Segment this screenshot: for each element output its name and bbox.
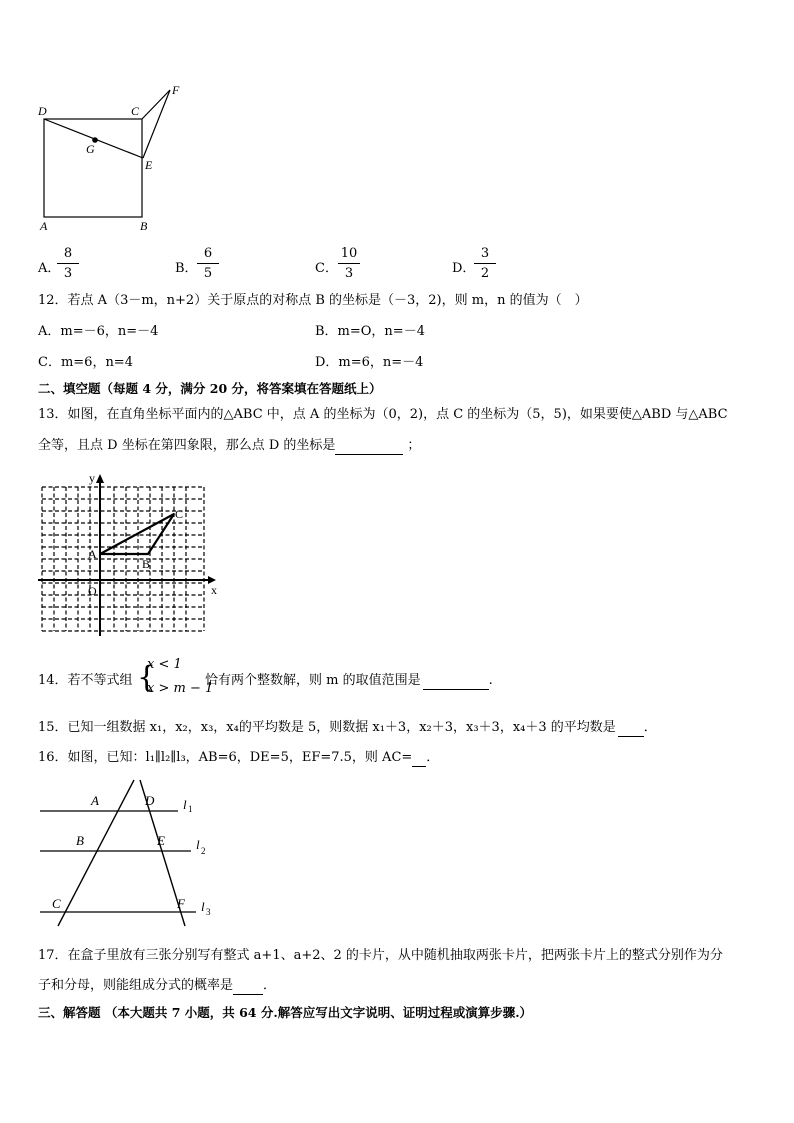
q15-line [38, 720, 657, 737]
q11-option-d-label: D． [452, 261, 476, 276]
q16-line [38, 750, 439, 767]
q15-answer-blank [618, 720, 644, 737]
section3-title: 三、解答题 （本大题共 7 小题，共 64 分.解答应写出文字说明、证明过程或演算步骤.） [38, 1005, 533, 1020]
q17-answer-blank [233, 978, 263, 995]
q16-label-F: F [177, 896, 185, 911]
square-figure [30, 80, 200, 240]
q16-label-E: E [157, 833, 165, 848]
q11-a-numerator: 8 [57, 246, 79, 264]
q15-text: 15．已知一组数据 x₁，x₂，x₃，x₄的平均数是 5，则数据 x₁＋3，x₂＋3，x₃＋3，x₄＋3 的平均数是 [38, 720, 616, 735]
q16-answer-blank [412, 750, 426, 767]
q16-label-l2: l [196, 837, 200, 852]
q16-label-l1-sub: 1 [188, 804, 193, 814]
label-A: A [40, 219, 48, 233]
grid-label-x: x [211, 583, 217, 597]
q11-a-denominator: 3 [63, 266, 73, 281]
q11-b-numerator: 6 [197, 246, 219, 264]
coordinate-grid-figure [34, 472, 224, 640]
q16-end: ． [426, 750, 440, 765]
q16-label-A: A [91, 793, 99, 808]
grid-label-y: y [89, 472, 95, 485]
q12-option-d: D．m=6，n=－4 [315, 355, 424, 370]
q17-line1: 17．在盒子里放有三张分别写有整式 a+1、a+2、2 的卡片，从中随机抽取两张卡片，把两张卡片上的整式分别作为分 [38, 948, 723, 963]
q13-line2 [38, 438, 420, 455]
q13-answer-blank [335, 438, 403, 455]
q17-line2-text: 子和分母，则能组成分式的概率是 [38, 978, 234, 993]
q16-label-C: C [52, 896, 61, 911]
q17-line2 [38, 978, 276, 995]
section2-title: 二、填空题（每题 4 分，满分 20 分，将答案填在答题纸上） [38, 381, 382, 396]
label-F: F [172, 83, 180, 97]
label-B: B [140, 219, 148, 233]
q17-end: ． [263, 978, 277, 993]
q14-brace: { [137, 660, 157, 695]
q16-text: 16．如图，已知：l₁∥l₂∥l₃，AB=6，DE=5，EF=7.5，则 AC= [38, 750, 413, 765]
label-D: D [38, 104, 47, 118]
q14-answer-blank [423, 673, 489, 690]
parallel-lines-figure [36, 778, 226, 928]
q11-option-c-label: C． [315, 261, 338, 276]
q16-label-D: D [145, 793, 155, 808]
q12-option-b: B．m=O，n=－4 [315, 324, 425, 339]
q16-label-l2-sub: 2 [201, 846, 206, 856]
label-C: C [131, 104, 140, 118]
q14-prefix: 14．若不等式组 [38, 673, 133, 688]
label-G: G [86, 142, 95, 156]
grid-label-B: B [142, 557, 151, 571]
q16-label-l3: l [201, 899, 205, 914]
grid-label-O: O [88, 584, 97, 598]
grid-label-C: C [175, 507, 184, 521]
q11-c-denominator: 3 [344, 266, 354, 281]
q14-inequality-2: x > m − 1 [147, 681, 214, 696]
q11-c-numerator: 10 [338, 246, 360, 264]
label-E: E [145, 158, 153, 172]
grid-label-A: A [88, 547, 97, 561]
q11-d-numerator: 3 [474, 246, 496, 264]
q14-suffix-line [205, 673, 493, 690]
q11-d-denominator: 2 [480, 266, 490, 281]
q12-option-c: C．m=6，n=4 [38, 355, 133, 370]
q12-option-a: A．m=－6，n=－4 [38, 324, 159, 339]
q16-label-l3-sub: 3 [206, 907, 211, 917]
q11-option-d-fraction [474, 246, 496, 281]
q12-stem: 12．若点 A（3－m，n+2）关于原点的对称点 B 的坐标是（－3，2)，则 m，n 的值为（ ） [38, 293, 588, 308]
q11-option-b-fraction [197, 246, 219, 281]
q13-line2-text: 全等，且点 D 坐标在第四象限，那么点 D 的坐标是 [38, 438, 336, 453]
q11-b-denominator: 5 [203, 266, 213, 281]
q11-option-a-label: A． [38, 261, 61, 276]
q13-line2-end: ； [407, 438, 421, 453]
q11-option-c-fraction [338, 246, 360, 281]
q14-end: . [488, 673, 493, 688]
q14-suffix: 恰有两个整数解，则 m 的取值范围是 [205, 673, 421, 688]
q11-option-a-fraction [57, 246, 79, 281]
q16-label-l1: l [183, 797, 187, 812]
q14-inequality-1: x < 1 [147, 657, 182, 672]
q16-label-B: B [76, 833, 84, 848]
q11-option-b-label: B． [175, 261, 198, 276]
q15-end: ． [643, 720, 657, 735]
q13-line1: 13．如图，在直角坐标平面内的△ABC 中，点 A 的坐标为（0，2)，点 C 的坐标为（5，5)，如果要使△ABD 与△ABC [38, 407, 728, 422]
